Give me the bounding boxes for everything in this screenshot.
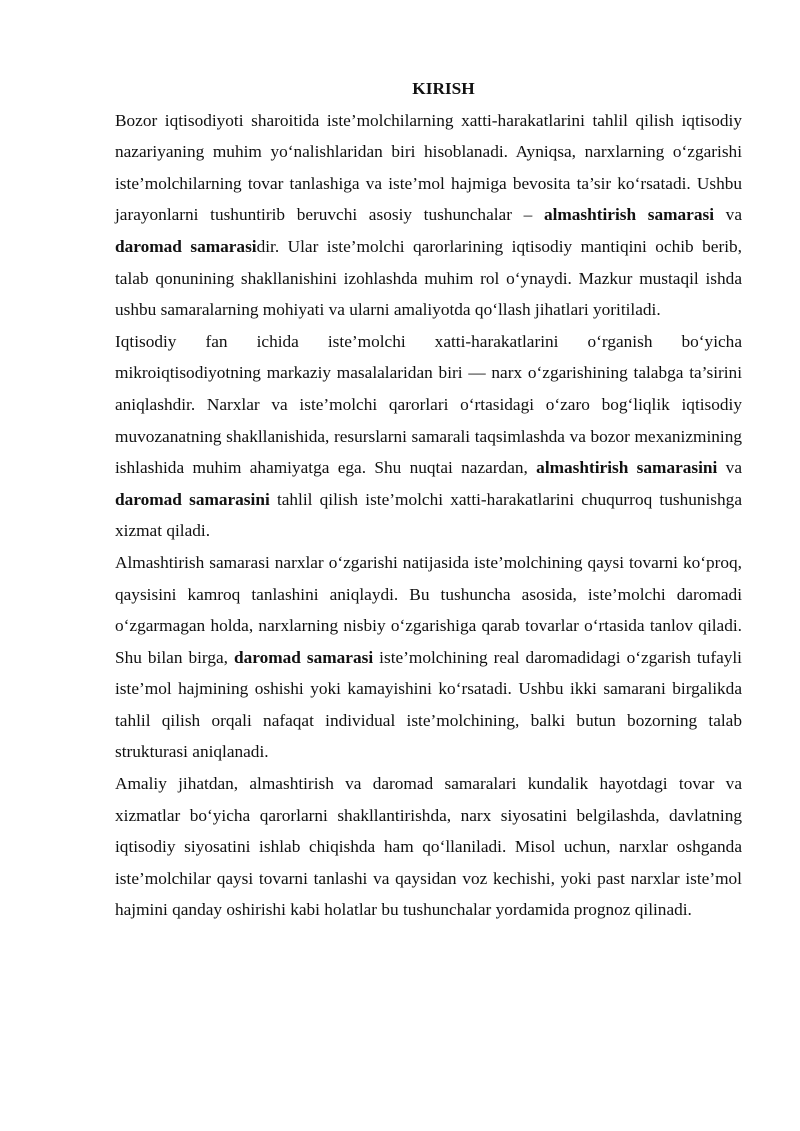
paragraph-3-bold-1: daromad samarasi <box>234 647 374 667</box>
paragraph-4-text-1: Amaliy jihatdan, almashtirish va daromad samaralari kundalik hayotdagi tovar va xizmatlar bo‘yicha qarorlarni shakllantirishda, narx siyosatini belgilashda, davlatning iqtisodiy siyosatini ishlab chiqishda ham qo‘llaniladi. Misol uchun, narxlar oshganda iste’molchilar qaysi tovarni tanlashi va qaysidan voz kechishi, yoki past narxlar iste’mol hajmini qanday oshirishi kabi holatlar bu tushunchalar yordamida prognoz qilinadi. <box>115 774 742 920</box>
paragraph-4 <box>115 768 742 926</box>
paragraph-3-text-1: Almashtirish samarasi narxlar o‘zgarishi natijasida iste’molchining qaysi tovarni ko‘proq, qaysisini kamroq tanlashini aniqlaydi. Bu tushuncha asosida, iste’molchi daromadi o‘zgarmagan holda, narxlarning nisbiy o‘zgarishiga qarab tovarlar o‘rtasida tanlov qiladi. Shu bilan birga, <box>115 552 742 667</box>
paragraph-3-text-2: iste’molchining real daromadidagi o‘zgarish tufayli iste’mol hajmining oshishi yoki kamayishini ko‘rsatadi. Ushbu ikki samarani birgalikda tahlil qilish orqali nafaqat individual iste’molchining, balki butun bozorning talab strukturasi aniqlanadi. <box>115 647 742 762</box>
paragraph-2-text-1: Iqtisodiy fan ichida iste’molchi xatti-harakatlarini o‘rganish bo‘yicha mikroiqtisodiyotning markaziy masalalaridan biri — narx o‘zgarishining talabga ta’sirini aniqlashdir. Narxlar va iste’molchi qarorlari o‘rtasidagi o‘zaro bog‘liqlik iqtisodiy muvozanatning shakllanishida, resurslarni samarali taqsimlashda va bozor mexanizmining ishlashida muhim ahamiyatga ega. Shu nuqtai nazardan, <box>115 331 742 478</box>
paragraph-1-text-3: dir. Ular iste’molchi qarorlarining iqtisodiy mantiqini ochib berib, talab qonunining shakllanishini izohlashda muhim rol o‘ynaydi. Mazkur mustaqil ishda ushbu samaralarning mohiyati va ularni amaliyotda qo‘llash jihatlari yoritiladi. <box>115 236 742 320</box>
paragraph-1 <box>115 105 742 326</box>
paragraph-2-bold-2: daromad samarasini <box>115 489 270 509</box>
paragraph-2 <box>115 326 742 547</box>
paragraph-2-text-3: tahlil qilish iste’molchi xatti-harakatlarini chuqurroq tushunishga xizmat qiladi. <box>115 489 742 541</box>
document-page <box>115 73 742 926</box>
paragraph-3 <box>115 547 742 768</box>
paragraph-1-bold-1: almashtirish samarasi <box>543 205 715 225</box>
page-title: KIRISH <box>412 79 475 98</box>
paragraph-1-bold-2: daromad samarasi <box>115 236 257 256</box>
paragraph-2-bold-1: almashtirish samarasini <box>536 458 718 478</box>
paragraph-2-text-2: va <box>717 458 742 478</box>
paragraph-1-text-1: Bozor iqtisodiyoti sharoitida iste’molchilarning xatti-harakatlarini tahlil qilish iqtisodiy nazariyaning muhim yo‘nalishlaridan biri hisoblanadi. Ayniqsa, narxlarning o‘zgarishi iste’molchilarning tovar tanlashiga va iste’mol hajmiga bevosita ta’sir ko‘rsatadi. Ushbu jarayonlarni tushuntirib beruvchi asosiy tushunchalar – <box>115 110 742 225</box>
paragraph-1-text-2: va <box>714 205 742 225</box>
